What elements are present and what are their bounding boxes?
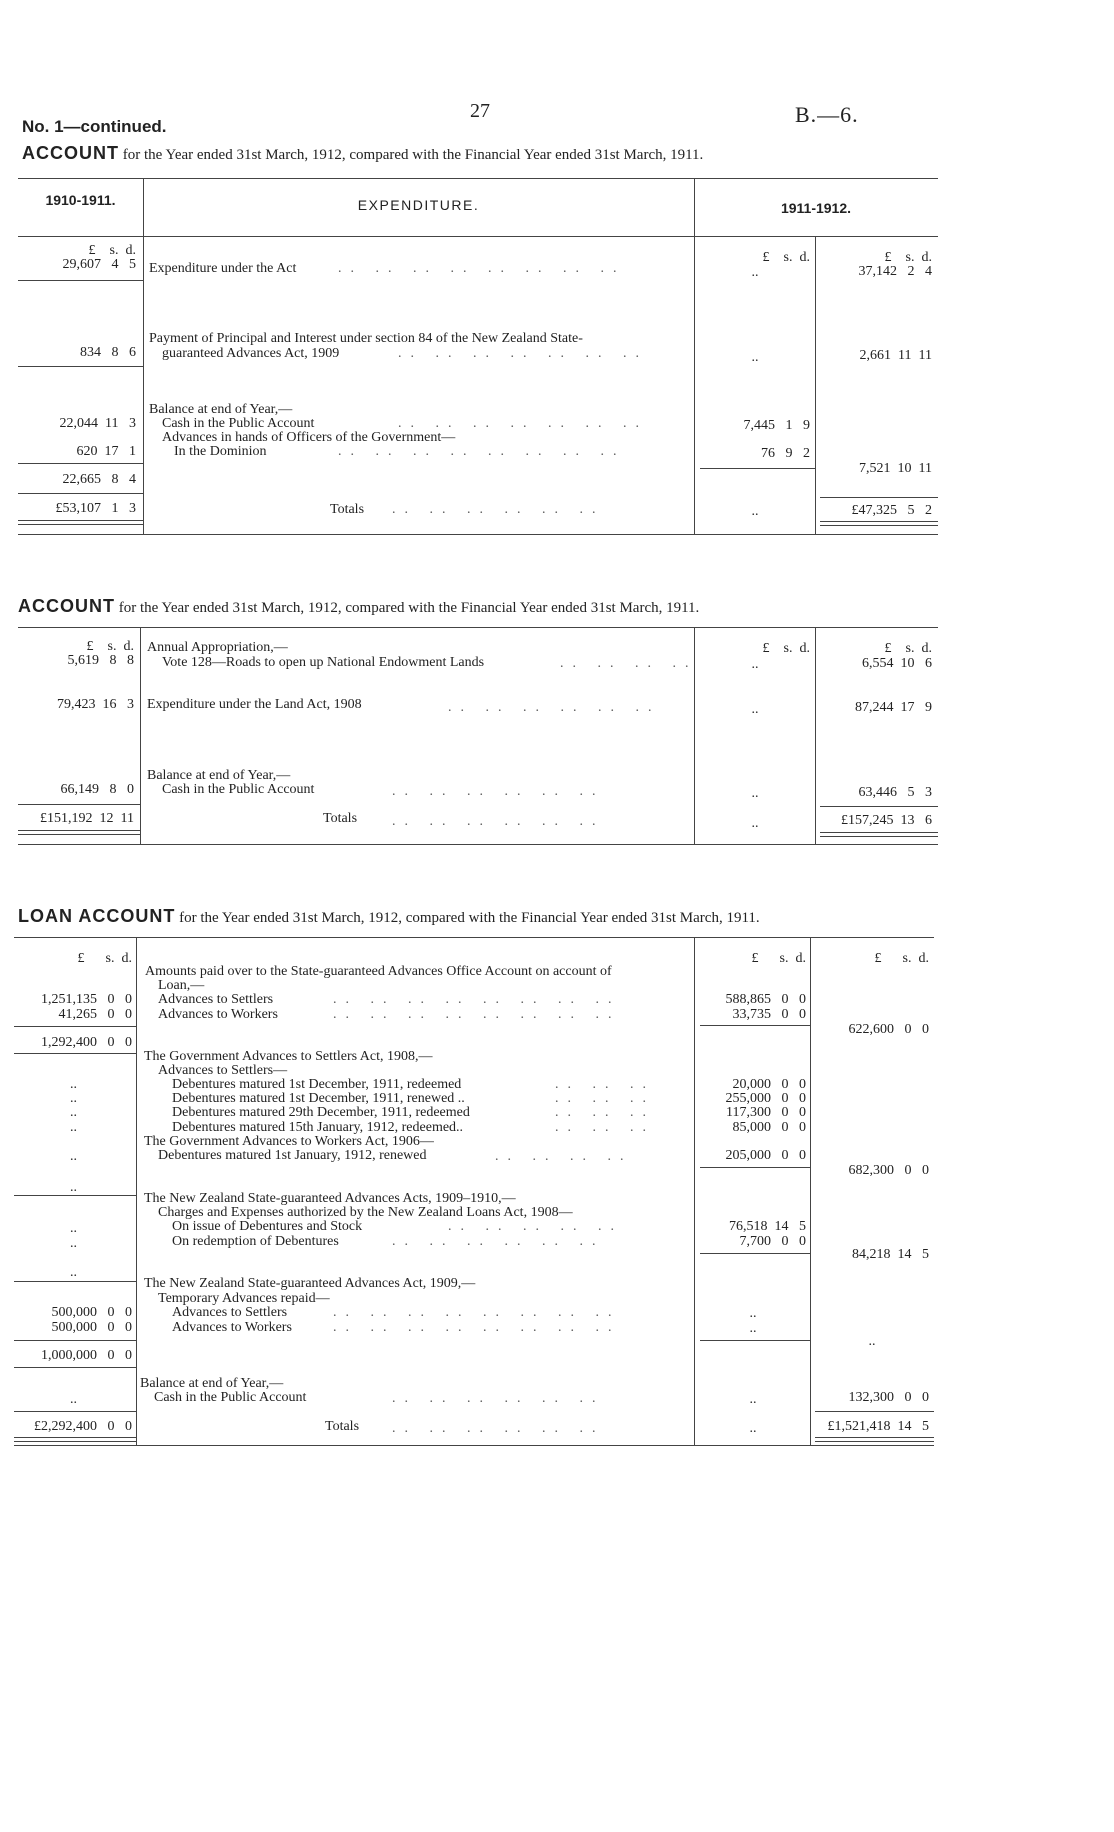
totals-label: Totals	[325, 1419, 360, 1434]
col-1910-1911: 1910-1911.	[45, 192, 116, 208]
col-expenditure: EXPENDITURE.	[357, 197, 480, 213]
prev-value: 834 8 6	[80, 345, 136, 360]
total-curr: £157,245 13 6	[841, 813, 932, 828]
prev-value: 29,607 4 5	[62, 257, 136, 272]
row-label: guaranteed Advances Act, 1909	[162, 346, 340, 361]
total-curr: £1,521,418 14 5	[827, 1419, 929, 1434]
total-prev: £53,107 1 3	[55, 501, 136, 516]
table1-title: ACCOUNT for the Year ended 31st March, 1912, compared with the Financial Year ended 31st March, 1911.	[22, 143, 704, 163]
table3-title: LOAN ACCOUNT for the Year ended 31st March, 1912, compared with the Financial Year ended 31st March, 1911.	[18, 906, 760, 926]
totals-label: Totals	[330, 502, 365, 517]
total-prev: £151,192 12 11	[40, 811, 134, 826]
col-1911-1912: 1911-1912.	[780, 200, 852, 216]
page-number: 27	[470, 100, 490, 122]
document-reference: B.—6.	[795, 102, 859, 127]
unit-header: £ s. d.	[88, 243, 136, 258]
continued-label: No. 1—continued.	[22, 117, 167, 136]
table2-title: ACCOUNT for the Year ended 31st March, 1912, compared with the Financial Year ended 31st March, 1911.	[18, 596, 700, 616]
total-curr: £47,325 5 2	[851, 503, 932, 518]
totals-label: Totals	[323, 811, 358, 826]
curr-value: 37,142 2 4	[858, 264, 932, 279]
row-label: Expenditure under the Act	[149, 261, 297, 276]
total-prev: £2,292,400 0 0	[34, 1419, 132, 1434]
unit-header: £ s. d.	[762, 250, 810, 265]
curr-value: 2,661 11 11	[859, 348, 932, 363]
row-label: Payment of Principal and Interest under section 84 of the New Zealand State-	[149, 331, 583, 346]
unit-header: £ s. d.	[884, 250, 932, 265]
